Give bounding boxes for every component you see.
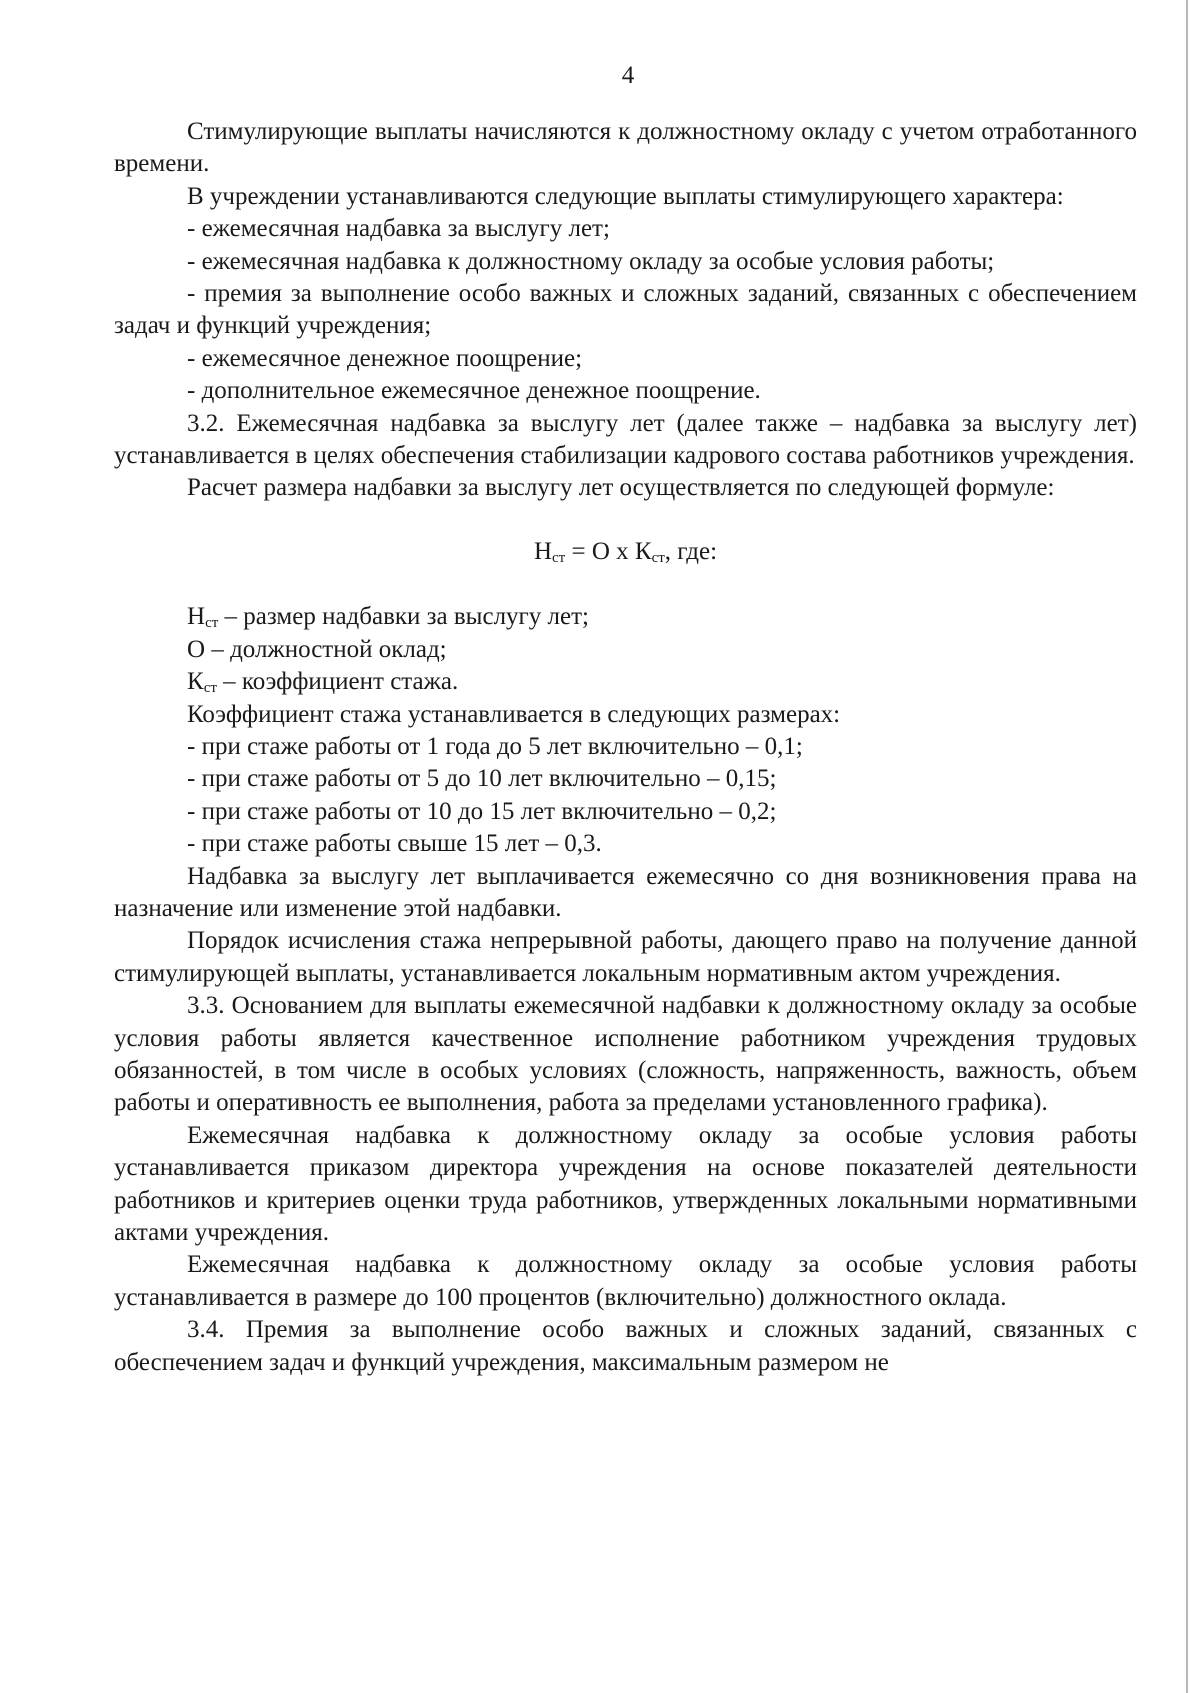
definition-o	[114, 634, 1137, 666]
page-edge-line	[1186, 0, 1188, 1693]
paragraph-director-order: Ежемесячная надбавка к должностному окладу за особые условия работы устанавливается приказом директора учреждения на основе показателей деятельности работников и критериев оценки труда работников, утвержденных локальными нормативными актами учреждения.	[114, 1121, 1137, 1246]
definition-k-text: – коэффициент стажа.	[216, 668, 459, 696]
definition-h-symbol: Н	[187, 603, 206, 631]
formula-tail: , где:	[664, 537, 718, 565]
formula-h-subscript: ст	[552, 549, 566, 566]
paragraph-section-3-4: 3.4. Премия за выполнение особо важных и сложных заданий, связанных с обеспечением задач и функций учреждения, максимальным размером не	[114, 1316, 1137, 1376]
list-item-additional-incentive: - дополнительное ежемесячное денежное поощрение.	[187, 377, 761, 405]
coefficient-intro: Коэффициент стажа устанавливается в следующих размерах:	[187, 700, 841, 728]
paragraph-monthly-payment: Надбавка за выслугу лет выплачивается ежемесячно со дня возникновения права на назначение или изменение этой надбавки.	[114, 862, 1137, 922]
paragraph-calculation-intro: Расчет размера надбавки за выслугу лет осуществляется по следующей формуле:	[187, 474, 1055, 502]
definition-k-subscript: ст	[203, 680, 217, 697]
list-item-special-conditions-bonus: - ежемесячная надбавка к должностному окладу за особые условия работы;	[187, 247, 995, 275]
definition-h	[114, 601, 1137, 633]
coefficient-item-1-5-years: - при стаже работы от 1 года до 5 лет включительно – 0,1;	[187, 732, 803, 760]
coefficient-item-5-10-years: - при стаже работы от 5 до 10 лет включительно – 0,15;	[187, 765, 777, 793]
definition-h-text: – размер надбавки за выслугу лет;	[218, 603, 589, 631]
list-item-important-tasks-premium: - премия за выполнение особо важных и сложных заданий, связанных с обеспечением задач и функций учреждения;	[114, 280, 1137, 340]
paragraph-payment-types-intro: В учреждении устанавливаются следующие выплаты стимулирующего характера:	[187, 182, 1064, 210]
paragraph-seniority-calculation-order: Порядок исчисления стажа непрерывной работы, дающего право на получение данной стимулирующей выплаты, устанавливается локальным нормативным актом учреждения.	[114, 927, 1137, 987]
seniority-formula	[114, 536, 1137, 568]
paragraph-bonus-size: Ежемесячная надбавка к должностному окладу за особые условия работы устанавливается в размере до 100 процентов (включительно) должностного оклада.	[114, 1251, 1137, 1311]
formula-k-symbol: К	[634, 537, 652, 565]
definition-h-subscript: ст	[205, 615, 219, 632]
definition-k	[114, 666, 1137, 698]
formula-k-subscript: ст	[651, 549, 665, 566]
definition-k-symbol: К	[187, 668, 204, 696]
coefficient-item-over-15-years: - при стаже работы свыше 15 лет – 0,3.	[187, 830, 602, 858]
paragraph-stimulating-payments: Стимулирующие выплаты начисляются к должностному окладу с учетом отработанного времени.	[114, 118, 1137, 178]
coefficient-item-10-15-years: - при стаже работы от 10 до 15 лет включительно – 0,2;	[187, 797, 777, 825]
paragraph-section-3-2: 3.2. Ежемесячная надбавка за выслугу лет (далее также – надбавка за выслугу лет) устанавливается в целях обеспечения стабилизации кадрового состава работников учреждения.	[114, 409, 1137, 470]
list-item-seniority-bonus: - ежемесячная надбавка за выслугу лет;	[187, 215, 610, 243]
definition-o-text: – должностной оклад;	[205, 635, 447, 663]
formula-middle: = О х	[565, 537, 635, 565]
definition-o-symbol: О	[187, 635, 206, 663]
document-body	[114, 116, 1137, 1379]
formula-h-symbol: Н	[533, 537, 552, 565]
list-item-monthly-incentive: - ежемесячное денежное поощрение;	[187, 344, 583, 372]
page-number: 4	[621, 62, 635, 89]
paragraph-section-3-3: 3.3. Основанием для выплаты ежемесячной надбавки к должностному окладу за особые условия работы является качественное исполнение работником учреждения трудовых обязанностей, в том числе в особых условиях (сложность, напряженность, важность, объем работы и оперативность ее выполнения, работа за пределами установленного графика).	[114, 992, 1137, 1117]
